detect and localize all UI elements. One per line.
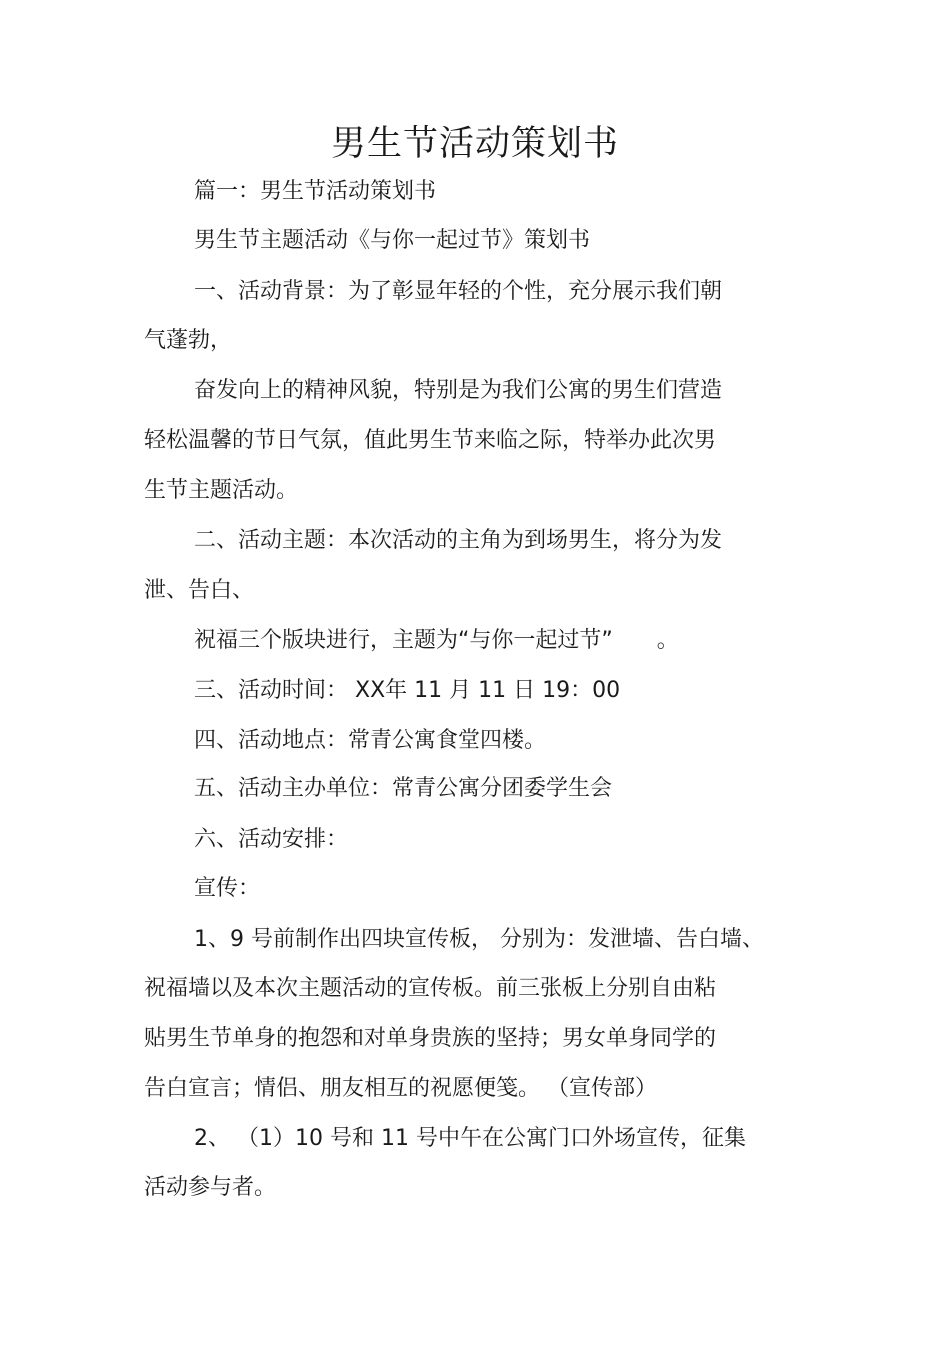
paragraph-line: 宣传： — [194, 876, 261, 901]
paragraph-line: 1、9 号前制作出四块宣传板， 分别为：发泄墙、告白墙、 — [194, 927, 764, 952]
paragraph-line: 泄、告白、 — [144, 578, 255, 603]
paragraph-line: 贴男生节单身的抱怨和对单身贵族的坚持；男女单身同学的 — [144, 1026, 717, 1051]
paragraph-line: 篇一：男生节活动策划书 — [194, 179, 437, 204]
paragraph-line: 男生节主题活动《与你一起过节》策划书 — [194, 228, 591, 253]
paragraph-line: 奋发向上的精神风貌，特别是为我们公寓的男生们营造 — [194, 378, 723, 403]
paragraph-line: 2、 （1）10 号和 11 号中午在公寓门口外场宣传，征集 — [194, 1126, 746, 1151]
paragraph-line: 活动参与者。 — [144, 1175, 277, 1200]
paragraph-line: 三、活动时间： XX年 11 月 11 日 19：00 — [194, 678, 621, 703]
paragraph-line: 告白宣言；情侣、朋友相互的祝愿便笺。 （宣传部） — [144, 1076, 657, 1101]
paragraph-line: 轻松温馨的节日气氛，值此男生节来临之际，特举办此次男 — [144, 428, 717, 453]
paragraph-line: 六、活动安排： — [194, 827, 349, 852]
paragraph-line: 二、活动主题：本次活动的主角为到场男生，将分为发 — [194, 528, 723, 553]
paragraph-line: 气蓬勃， — [144, 328, 233, 353]
paragraph-line: 祝福三个版块进行，主题为“与你一起过节” 。 — [194, 628, 679, 653]
paragraph-line: 一、活动背景：为了彰显年轻的个性，充分展示我们朝 — [194, 279, 723, 304]
document-title: 男生节活动策划书 — [330, 124, 619, 164]
paragraph-line: 五、活动主办单位：常青公寓分团委学生会 — [194, 776, 613, 801]
paragraph-line: 生节主题活动。 — [144, 478, 299, 503]
paragraph-line: 祝福墙以及本次主题活动的宣传板。前三张板上分别自由粘 — [144, 976, 717, 1001]
paragraph-line: 四、活动地点：常青公寓食堂四楼。 — [194, 728, 547, 753]
